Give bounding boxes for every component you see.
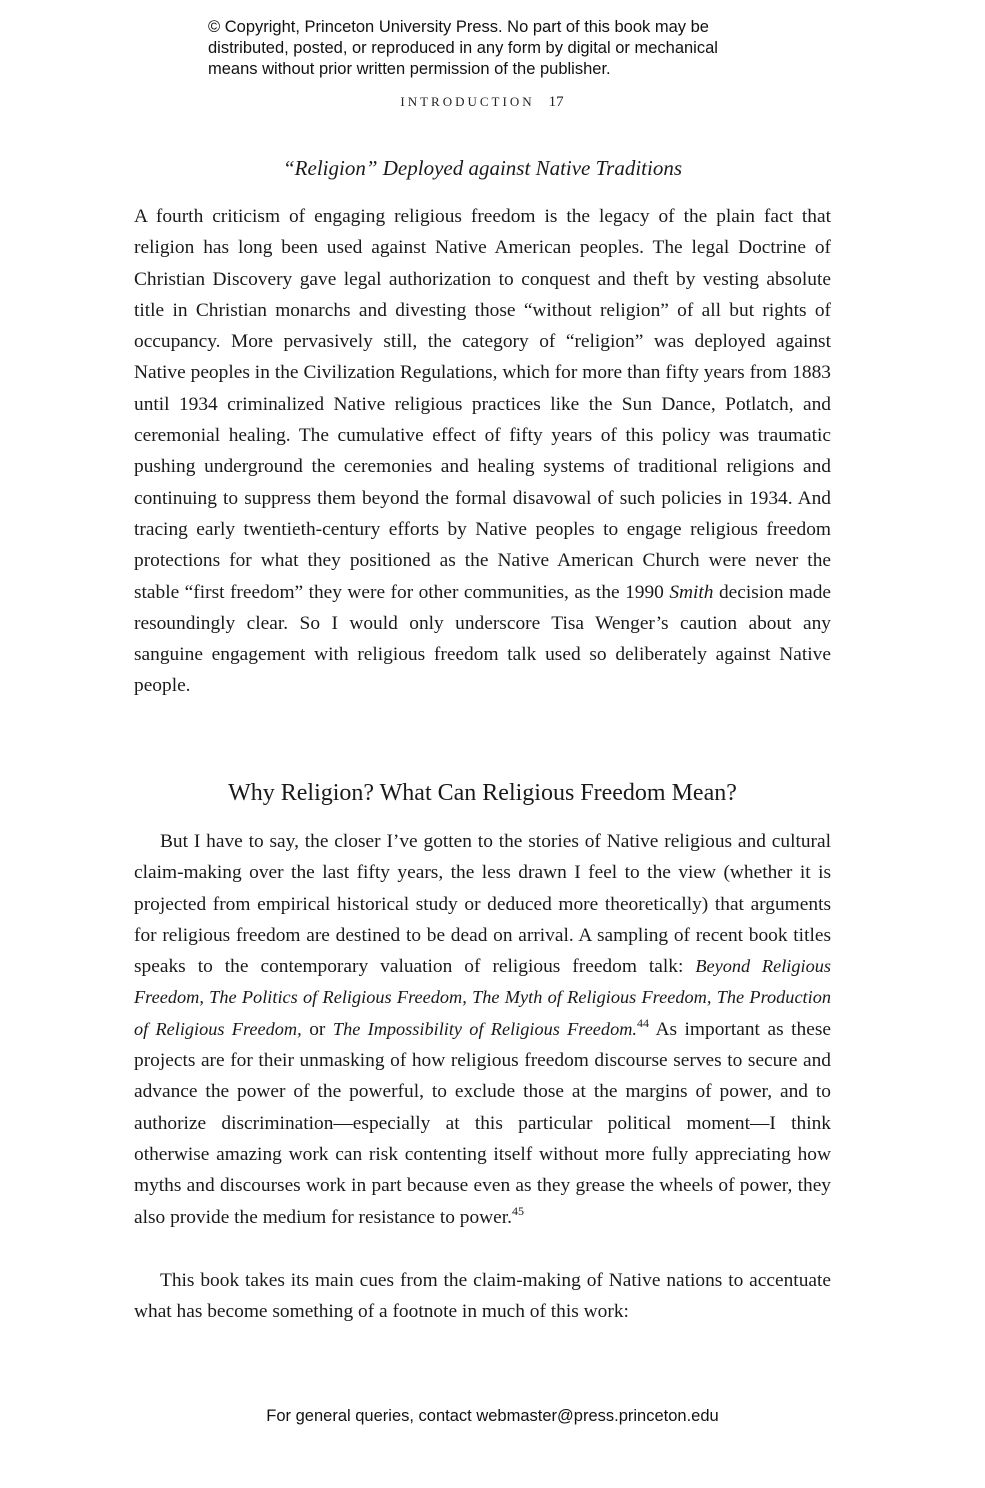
page-number: 17 [548, 94, 564, 110]
footnote-ref[interactable]: 44 [636, 1015, 649, 1030]
body-paragraph [134, 201, 831, 702]
running-head-title: INTRODUCTION [400, 94, 535, 109]
footer-contact: For general queries, contact webmaster@press.princeton.edu [266, 1407, 719, 1425]
running-head [0, 94, 964, 111]
subsection-heading: “Religion” Deployed against Native Traditions [283, 156, 682, 180]
paragraph-text: decision made resoundingly clear. So I would only underscore Tisa Wenger’s caution about any sanguine engagement with religious freedom talk used so deliberately against Native people. [134, 581, 831, 697]
case-name: Smith [669, 581, 714, 603]
book-title: The Impossibility of Religious Freedom. [332, 1018, 637, 1039]
copyright-notice [208, 17, 808, 80]
paragraph-text: As important as these projects are for their unmasking of how religious freedom discourse serves to secure and advance the power of the powerful, to exclude those at the margins of power, and to authorize discrimination—especially at this particular political moment—I think otherwise amazing work can risk contenting itself without more fully appreciating how myths and discourses work in part because even as they grease the wheels of power, they also provide the medium for resistance to power. [134, 1018, 831, 1228]
copyright-line: distributed, posted, or reproduced in any form by digital or mechanical [208, 39, 718, 57]
footnote-ref[interactable]: 45 [512, 1203, 525, 1218]
section-heading: Why Religion? What Can Religious Freedom Mean? [228, 780, 737, 806]
body-paragraph [134, 826, 831, 1233]
body-paragraph: This book takes its main cues from the claim-making of Native nations to accentuate what has become something of a footnote in much of this work: [134, 1270, 831, 1323]
conjunction: or [309, 1018, 326, 1040]
copyright-line: means without prior written permission of the publisher. [208, 60, 611, 78]
paragraph-text: A fourth criticism of engaging religious freedom is the legacy of the plain fact that religion has long been used against Native American peoples. The legal Doctrine of Christian Discovery gave legal authorization to conquest and theft by vesting absolute title in Christian monarchs and divesting those “without religion” of all but rights of occupancy. More pervasively still, the category of “religion” was deployed against Native peoples in the Civilization Regulations, which for more than fifty years from 1883 until 1934 criminalized Native religious practices like the Sun Dance, Potlatch, and ceremonial healing. The cumulative effect of fifty years of this policy was traumatic pushing underground the ceremonies and healing systems of traditional religions and continuing to suppress them beyond the formal disavowal of such policies in 1934. And tracing early twentieth-century efforts by Native peoples to engage religious freedom protections for what they positioned as the Native American Church were never the stable “first freedom” they were for other communities, as the 1990 [134, 206, 831, 603]
book-titles: Beyond Religious Freedom, The Politics of Religious Freedom, The Myth of Religious Freedom, The Production of Religious Freedom, [134, 956, 831, 1039]
copyright-line: © Copyright, Princeton University Press. No part of this book may be [208, 18, 709, 36]
paragraph-text: But I have to say, the closer I’ve gotten to the stories of Native religious and cultural claim-making over the last fifty years, the less drawn I feel to the view (whether it is projected from empirical historical study or deduced more theoretically) that arguments for religious freedom are destined to be dead on arrival. A sampling of recent book titles speaks to the contemporary valuation of religious freedom talk: [134, 831, 831, 978]
